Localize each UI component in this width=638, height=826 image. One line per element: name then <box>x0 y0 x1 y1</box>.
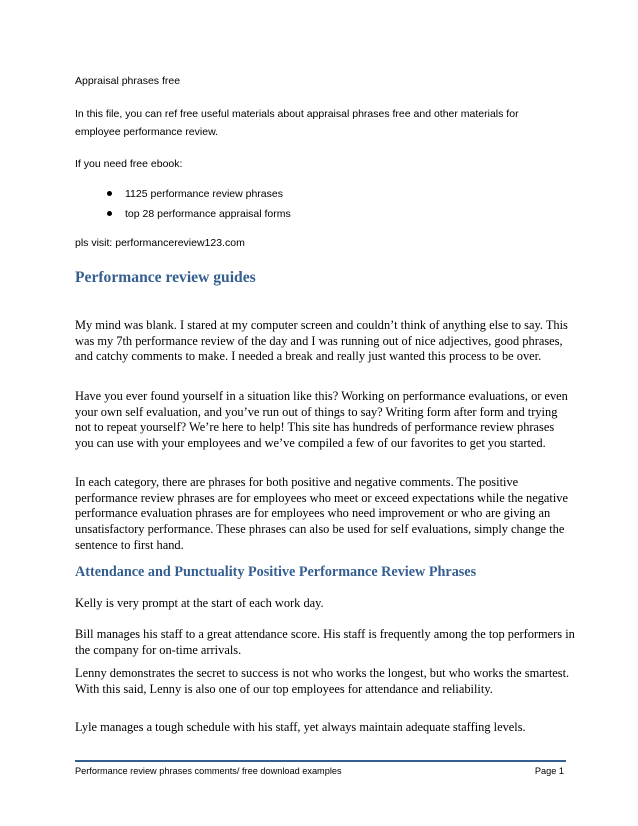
intro-description: In this file, you can ref free useful materials about appraisal phrases free and other materials for employee performance review. <box>75 108 519 138</box>
page-number: Page 1 <box>534 766 564 776</box>
bullet-icon <box>107 191 112 196</box>
intro-title: Appraisal phrases free <box>75 75 181 87</box>
attendance-phrase-3: Lenny demonstrates the secret to success is not who works the longest, but who works the smartest. With this said, Lenny is also one of our top employees for attendance and reliability. <box>75 666 570 696</box>
footer-text: Performance review phrases comments/ free download examples <box>75 766 342 776</box>
footer-divider <box>75 760 566 762</box>
bullet-text: top 28 performance appraisal forms <box>125 208 291 220</box>
bullet-text: 1125 performance review phrases <box>125 188 283 200</box>
ebook-list <box>75 184 291 224</box>
ebook-prompt: If you need free ebook: <box>75 158 183 170</box>
attendance-phrase-2: Bill manages his staff to a great attendance score. His staff is frequently among the top performers in the company for on-time arrivals. <box>75 627 575 657</box>
visit-line: pls visit: performancereview123.com <box>75 237 245 249</box>
guides-paragraph-1: My mind was blank. I stared at my computer screen and couldn’t think of anything else to say. This was my 7th performance review of the day and I was running out of nice adjectives, good phrases, and catchy comments to make. I needed a break and really just wanted this process to be over. <box>75 318 568 364</box>
section-heading-attendance: Attendance and Punctuality Positive Performance Review Phrases <box>75 564 477 580</box>
list-item <box>75 184 291 204</box>
bullet-icon <box>107 211 112 216</box>
attendance-phrase-4: Lyle manages a tough schedule with his staff, yet always maintain adequate staffing levels. <box>75 720 526 734</box>
attendance-phrase-1: Kelly is very prompt at the start of each work day. <box>75 596 324 610</box>
guides-paragraph-2: Have you ever found yourself in a situation like this? Working on performance evaluations, or even your own self evaluation, and you’ve run out of things to say? Writing form after form and trying not to repeat yourself? We’re here to help! This site has hundreds of performance review phrases you can use with your employees and we’ve compiled a few of our favorites to get you started. <box>75 389 568 451</box>
section-heading-guides: Performance review guides <box>75 269 256 286</box>
guides-paragraph-3: In each category, there are phrases for both positive and negative comments. The positive performance review phrases are for employees who meet or exceed expectations while the negative performance evaluation phrases are for employees who need improvement or who are giving an unsatisfactory performance. These phrases can also be used for self evaluations, simply change the sentence to first hand. <box>75 475 568 552</box>
list-item <box>75 204 291 224</box>
